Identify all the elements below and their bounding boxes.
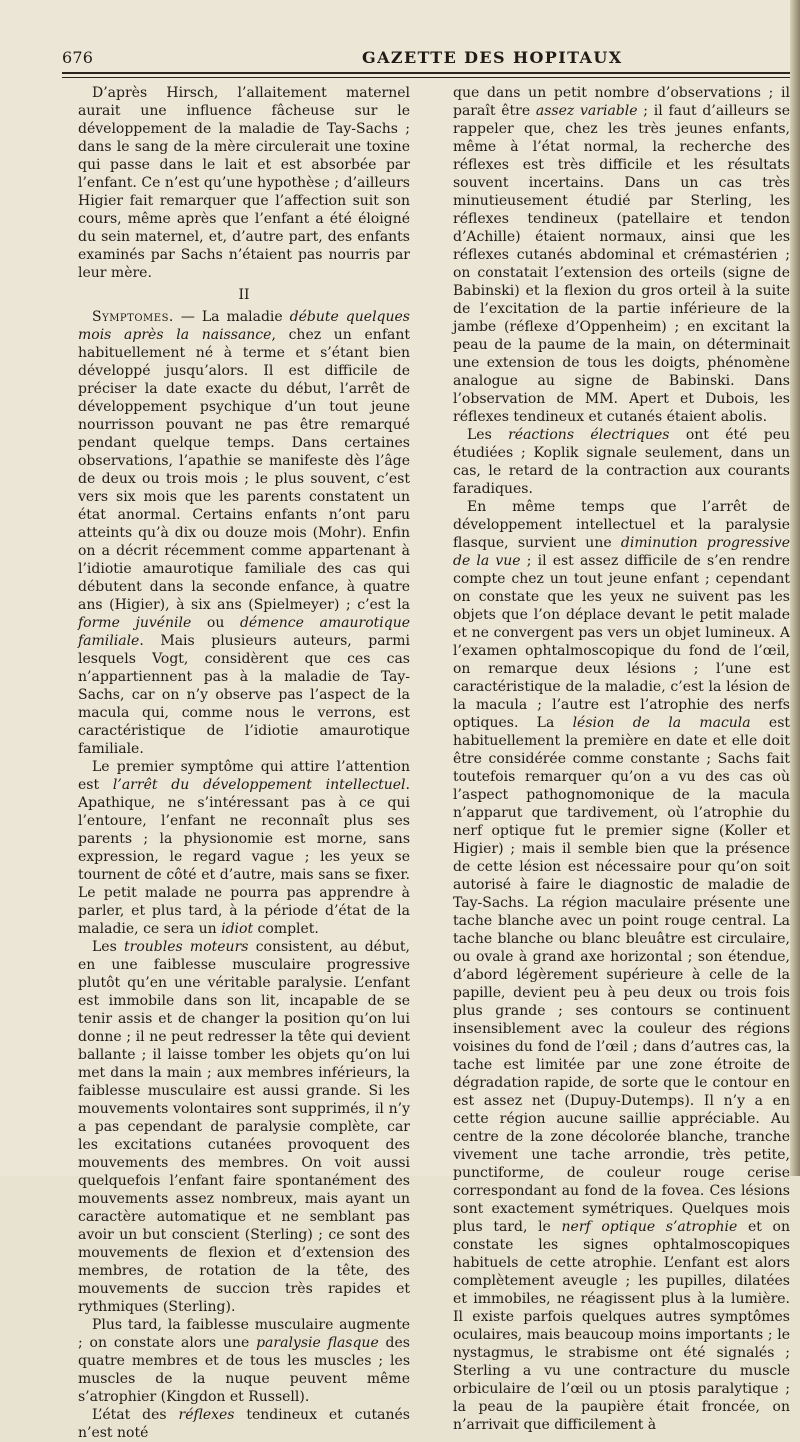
italic-term: paralysie flasque — [256, 1335, 379, 1351]
text: Plus tard, la faiblesse musculaire augmente ; on constate alors une — [78, 1317, 410, 1351]
italic-term: réflexes — [178, 1407, 235, 1423]
page-number: 676 — [62, 48, 94, 67]
text: ou — [191, 615, 240, 631]
italic-term: nerf optique s’atrophie — [561, 1219, 738, 1235]
paragraph-paralysie — [78, 1316, 410, 1406]
text: . Apathique, ne s’intéressant pas à ce qui l’entoure, l’enfant ne reconnaît plus ses parents ; la physionomie est morne, sans expression, le regard vague ; les yeux se tournent de côté et d’autre, mais sans se fixer. Le petit malade ne pourra pas apprendre à parler, et plus tard, à la période d’état de la maladie, ce sera un — [78, 777, 410, 937]
paragraph-vue — [453, 498, 790, 1434]
text: , chez un enfant habituellement né à terme et s’étant bien développé jusqu’alors. Il est difficile de préciser la date exacte du début, l’arrêt de développement psychique d’un tout jeune nourrisson pouvant ne pas être remarqué pendant quelque temps. Dans certaines observations, l’apathie se manifeste dès l’âge de deux ou trois mois ; le plus souvent, c’est vers six mois que les parents constatent un état anormal. Certains enfants n’ont paru atteints qu’à dix ou douze mois (Mohr). Enfin on a décrit récemment comme appartenant à l’idiotie amaurotique familiale des cas qui débutent dans la seconde enfance, à quatre ans (Higier), à six ans (Spielmeyer) ; c’est la — [78, 327, 410, 613]
italic-term: démence amaurotique familiale — [78, 615, 411, 649]
text: Le premier symptôme qui attire l’attention est — [78, 759, 410, 793]
text: tendineux et cutanés n’est noté — [78, 1407, 410, 1441]
paragraph-reactions-electriques — [453, 426, 790, 498]
italic-term: troubles moteurs — [124, 939, 249, 955]
paragraph-troubles-moteurs — [78, 938, 410, 1316]
section-numeral: II — [238, 287, 250, 303]
paragraph-reflexes-cont — [453, 84, 790, 426]
paragraph-allaitement — [78, 84, 410, 282]
header-rule-thin — [62, 77, 790, 78]
text: En même temps que l’arrêt de développement intellectuel et la paralysie flasque, survient une — [453, 499, 790, 551]
italic-term: débute quelques mois après la naissance — [78, 309, 410, 343]
text: Les — [92, 939, 125, 955]
text: ont été peu étudiées ; Koplik signale seulement, dans un cas, le retard de la contraction aux courants faradiques. — [453, 427, 791, 497]
paragraph-reflexes — [78, 1406, 410, 1442]
page-edge-shadow — [790, 0, 800, 1176]
text: consistent, au début, en une faiblesse musculaire progressive plutôt qu’en une véritable paralysie. L’enfant est immobile dans son lit, incapable de se tenir assis et de changer la position qu’on lui donne ; il ne peut redresser la tête qui devient ballante ; il laisse tomber les objets qu’on lui met dans la main ; aux membres inférieurs, la faiblesse musculaire est aussi grande. Si les mouvements volontaires sont supprimés, il n’y a pas cependant de paralysie complète, car les excitations cutanées provoquent des mouvements des membres. On voit aussi quelquefois l’enfant faire spontanément des mouvements assez nombreux, mais ayant un caractère automatique et ne semblant pas avoir un but conscient (Sterling) ; ce sont des mouvements de flexion et d’extension des membres, de rotation de la tête, des mouvements de succion très rapides et rythmiques (Sterling). — [78, 939, 410, 1315]
text: que dans un petit nombre d’observations ; il paraît être — [453, 85, 790, 119]
italic-term: idiot — [221, 921, 254, 937]
left-column — [78, 84, 410, 1442]
text: des quatre membres et de tous les muscles ; les muscles de la nuque peuvent même s’atrophier (Kingdon et Russell). — [78, 1335, 410, 1405]
text: — La maladie — [173, 309, 290, 325]
page-header — [62, 44, 788, 68]
text: complet. — [253, 921, 319, 937]
text: . Mais plusieurs auteurs, parmi lesquels Vogt, considèrent que ces cas n’appartiennent pas à la maladie de Tay-Sachs, car on n’y observe pas l’aspect de la macula qui, comme nous le verrons, est caractéristique de l’idiotie amaurotique familiale. — [78, 633, 410, 757]
text: ; il est assez difficile de s’en rendre compte chez un tout jeune enfant ; cependant on constate que les yeux ne suivent pas les objets que l’on déplace devant le petit malade et ne convergent pas vers un objet lumineux. A l’examen ophtalmoscopique du fond de l’œil, on remarque deux lésions ; l’une est caractéristique de la maladie, c’est la lésion de la macula ; l’autre est l’atrophie des nerfs optiques. La — [453, 553, 791, 731]
journal-title: GAZETTE DES HOPITAUX — [362, 48, 623, 67]
text: et on constate les signes ophtalmoscopiques habituels de cette atrophie. L’enfant est alors complètement aveugle ; les pupilles, dilatées et immobiles, ne réagissent plus à la lumière. Il existe parfois quelques autres symptômes oculaires, mais beaucoup moins importants ; le nystagmus, le strabisme ont été signalés ; Sterling a vu une contracture du muscle orbiculaire de l’œil ou un ptosis paralytique ; la peau de la paupière était froncée, on n’arrivait que difficilement à — [453, 1219, 790, 1433]
right-column — [453, 84, 790, 1434]
italic-term: forme juvénile — [78, 615, 192, 631]
header-rule-thick — [62, 72, 790, 74]
paragraph-symptomes — [78, 308, 410, 758]
italic-term: réactions électriques — [508, 427, 670, 443]
section-title: Symptomes. — [92, 309, 174, 325]
italic-term: lésion de la macula — [572, 715, 751, 731]
italic-term: assez variable — [535, 103, 638, 119]
text: Les — [467, 427, 509, 443]
text: L’état des — [92, 1407, 179, 1423]
text: ; il faut d’ailleurs se rappeler que, chez les très jeunes enfants, même à l’état normal, la recherche des réflexes est très difficile et les résultats souvent incertains. Dans un cas très minutieusement étudié par Sterling, les réflexes tendineux (patellaire et tendon d’Achille) étaient normaux, ainsi que les réflexes cutanés abdominal et crémastérien ; on constatait l’extension des orteils (signe de Babinski) et la flexion du gros orteil à la suite de l’excitation de la partie inférieure de la jambe (réflexe d’Oppenheim) ; en excitant la peau de la paume de la main, on déterminait une extension de tous les doigts, phénomène analogue au signe de Babinski. Dans l’observation de MM. Apert et Dubois, les réflexes tendineux et cutanés étaient abolis. — [453, 103, 791, 425]
text: D’après Hirsch, l’allaitement maternel aurait une influence fâcheuse sur le développement de la maladie de Tay-Sachs ; dans le sang de la mère circulerait une toxine qui passe dans le lait et est absorbée par l’enfant. Ce n’est qu’une hypothèse ; d’ailleurs Higier fait remarquer que l’affection suit son cours, même après que l’enfant a été éloigné du sein maternel, et, d’autre part, des enfants examinés par Sachs n’étaient pas nourris par leur mère. — [78, 85, 410, 281]
paragraph-arret-developpement — [78, 758, 410, 938]
italic-term: l’arrêt du développement intellectuel — [112, 777, 406, 793]
italic-term: diminution progressive de la vue — [453, 535, 790, 569]
text: est habituellement la première en date et elle doit être considérée comme constante ; Sachs fait toutefois remarquer qu’on a vu des cas où l’aspect pathognomonique de la macula n’apparut que tardivement, où l’atrophie du nerf optique fut le premier signe (Koller et Higier) ; mais il semble bien que la présence de cette lésion est nécessaire pour qu’on soit autorisé à faire le diagnostic de maladie de Tay-Sachs. La région maculaire présente une tache blanche avec un point rouge central. La tache blanche ou blanc bleuâtre est circulaire, ou ovale à grand axe horizontal ; son étendue, d’abord légèrement supérieure à celle de la papille, devient peu à peu deux ou trois fois plus grande ; ses contours se continuent insensiblement avec la couleur des régions voisines du fond de l’œil ; dans d’autres cas, la tache est limitée par une zone étroite de dégradation rapide, de sorte que le contour en est assez net (Dupuy-Dutemps). Il n’y a en cette région aucune saillie appréciable. Au centre de la zone décolorée blanche, tranche vivement une tache arrondie, très petite, punctiforme, de couleur rouge cerise correspondant au fond de la fovea. Ces lésions sont exactement symétriques. Quelques mois plus tard, le — [453, 715, 791, 1235]
